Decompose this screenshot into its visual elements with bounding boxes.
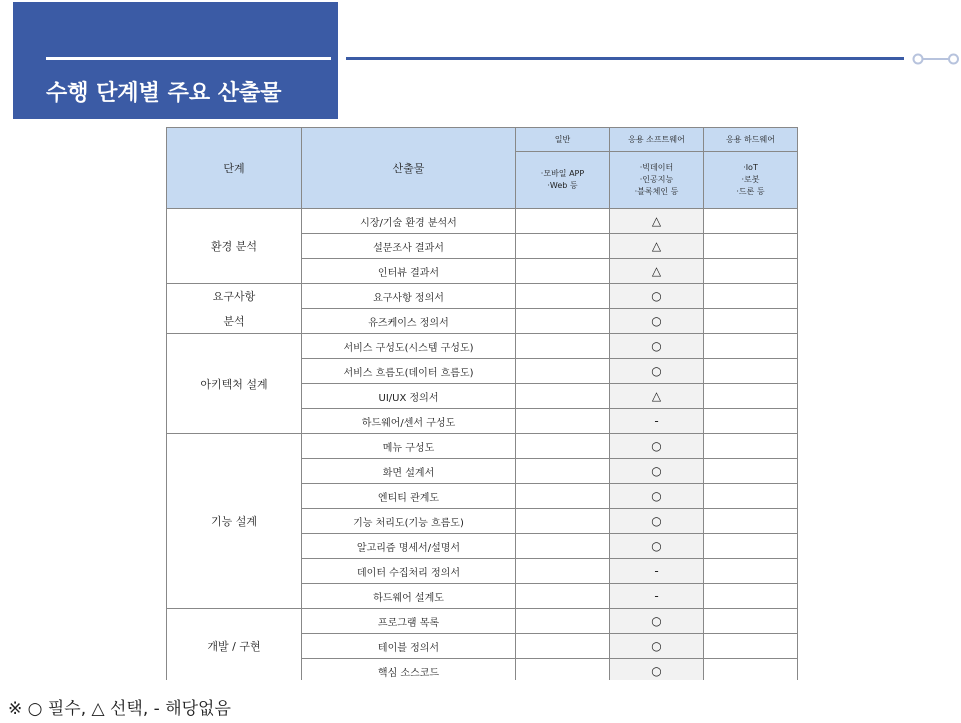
mark-cell: - <box>610 584 704 609</box>
deliverable-cell: 하드웨어 설계도 <box>302 584 516 609</box>
deliverable-cell: 설문조사 결과서 <box>302 234 516 259</box>
header-general: 일반 <box>516 128 610 152</box>
table-row <box>167 209 798 234</box>
header-general-examples: ·모바일 APP ·Web 등 <box>516 152 610 209</box>
mark-cell: ○ <box>610 434 704 459</box>
deliverable-cell: 엔티티 관계도 <box>302 484 516 509</box>
deliverable-cell: 테이블 정의서 <box>302 634 516 659</box>
table-row <box>167 609 798 634</box>
deliverable-cell: 데이터 수집처리 정의서 <box>302 559 516 584</box>
mark-cell: ○ <box>610 534 704 559</box>
legend-note: ※ ○ 필수, △ 선택, - 해당없음 <box>8 699 231 719</box>
deliverable-cell: 핵심 소스코드 <box>302 659 516 684</box>
mark-cell: △ <box>610 259 704 284</box>
stage-requirements-a: 요구사항 <box>167 284 302 309</box>
deliverable-cell: 유즈케이스 정의서 <box>302 309 516 334</box>
table-row <box>167 284 798 309</box>
mark-cell: ○ <box>610 459 704 484</box>
title-underline <box>46 57 331 60</box>
header-rule <box>346 57 904 60</box>
table-row <box>167 434 798 459</box>
stage-dev-impl: 개발 / 구현 <box>167 609 302 684</box>
mark-cell: ○ <box>610 309 704 334</box>
header-app-hw: 응용 하드웨어 <box>704 128 798 152</box>
mark-cell: △ <box>610 384 704 409</box>
stage-requirements-b: 분석 <box>167 309 302 334</box>
deliverable-cell: 하드웨어/센서 구성도 <box>302 409 516 434</box>
deliverable-cell: 서비스 구성도(시스템 구성도) <box>302 334 516 359</box>
mark-cell: ○ <box>610 484 704 509</box>
deliverable-cell: 화면 설계서 <box>302 459 516 484</box>
mark-cell: △ <box>610 209 704 234</box>
header-deliverable: 산출물 <box>302 128 516 209</box>
mark-cell: △ <box>610 234 704 259</box>
header-app-sw-examples: ·빅데이터 ·인공지능 ·블록체인 등 <box>610 152 704 209</box>
deliverable-cell: 메뉴 구성도 <box>302 434 516 459</box>
deliverables-table <box>166 127 798 684</box>
mark-cell: ○ <box>610 634 704 659</box>
mark-cell: ○ <box>610 509 704 534</box>
deliverable-cell: UI/UX 정의서 <box>302 384 516 409</box>
stage-architecture: 아키텍처 설계 <box>167 334 302 434</box>
deliverable-cell: 인터뷰 결과서 <box>302 259 516 284</box>
mark-cell: ○ <box>610 659 704 684</box>
table-row <box>167 309 798 334</box>
connector-dots-icon <box>912 53 960 65</box>
deliverable-cell: 시장/기술 환경 분석서 <box>302 209 516 234</box>
mark-cell: ○ <box>610 284 704 309</box>
header-app-sw: 응용 소프트웨어 <box>610 128 704 152</box>
header-app-hw-examples: ·IoT ·로봇 ·드론 등 <box>704 152 798 209</box>
stage-env-analysis: 환경 분석 <box>167 209 302 284</box>
mark-cell: - <box>610 559 704 584</box>
deliverable-cell: 프로그램 목록 <box>302 609 516 634</box>
mark-cell: ○ <box>610 359 704 384</box>
page-title: 수행 단계별 주요 산출물 <box>46 81 282 106</box>
mark-cell: ○ <box>610 609 704 634</box>
mark-cell: - <box>610 409 704 434</box>
mark-cell: ○ <box>610 334 704 359</box>
deliverable-cell: 기능 처리도(기능 흐름도) <box>302 509 516 534</box>
table-row <box>167 334 798 359</box>
deliverable-cell: 알고리즘 명세서/설명서 <box>302 534 516 559</box>
title-banner <box>13 2 338 119</box>
header-stage: 단계 <box>167 128 302 209</box>
deliverable-cell: 요구사항 정의서 <box>302 284 516 309</box>
stage-function-design: 기능 설계 <box>167 434 302 609</box>
deliverable-cell: 서비스 흐름도(데이터 흐름도) <box>302 359 516 384</box>
